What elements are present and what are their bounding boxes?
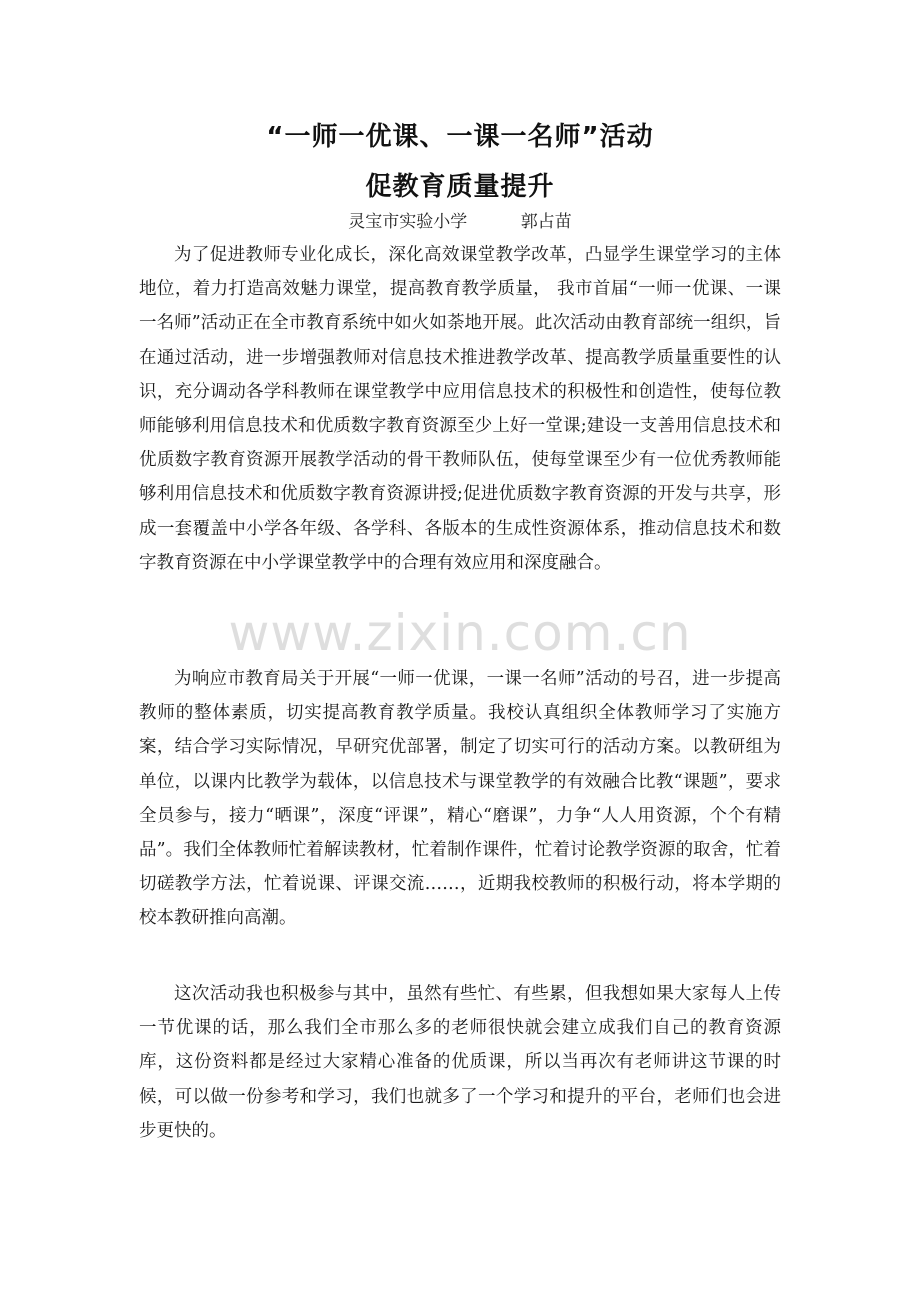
watermark: www.zixin.com.cn: [228, 604, 692, 662]
paragraph-block-3: [139, 977, 781, 1148]
byline: [0, 207, 920, 232]
paragraph: 为了促进教师专业化成长，深化高效课堂教学改革，凸显学生课堂学习的主体地位，着力打造高效魅力课堂，提高教育教学质量， 我市首届“一师一优课、一课一名师”活动正在全市教育系统中如火如荼地开展。此次活动由教育部统一组织，旨在通过活动，进一步增强教师对信息技术推进教学改革、提高教学质量重要性的认识，充分调动各学科教师在课堂教学中应用信息技术的积极性和创造性，使每位教师能够利用信息技术和优质数字教育资源至少上好一堂课;建设一支善用信息技术和优质数字教育资源开展教学活动的骨干教师队伍，使每堂课至少有一位优秀教师能够利用信息技术和优质数字教育资源讲授;促进优质数字教育资源的开发与共享，形成一套覆盖中小学各年级、各学科、各版本的生成性资源体系，推动信息技术和数字教育资源在中小学课堂教学中的合理有效应用和深度融合。: [139, 245, 781, 573]
document-title-line1: “一师一优课、一课一名师”活动: [266, 122, 654, 152]
paragraph-block-2: [139, 662, 781, 936]
paragraph: 为响应市教育局关于开展“一师一优课，一课一名师”活动的号召，进一步提高教师的整体素质，切实提高教育教学质量。我校认真组织全体教师学习了实施方案，结合学习实际情况，早研究优部署，制定了切实可行的活动方案。以教研组为单位，以课内比教学为载体，以信息技术与课堂教学的有效融合比教“课题”，要求全员参与，接力“晒课”，深度“评课”，精心“磨课”，力争“人人用资源，个个有精品”。我们全体教师忙着解读教材，忙着制作课件，忙着讨论教学资源的取舍，忙着切磋教学方法，忙着说课、评课交流……，近期我校教师的积极行动，将本学期的校本教研推向高潮。: [139, 669, 781, 929]
paragraph: 这次活动我也积极参与其中，虽然有些忙、有些累，但我想如果大家每人上传一节优课的话，那么我们全市那么多的老师很快就会建立成我们自己的教育资源库，这份资料都是经过大家精心准备的优质课，所以当再次有老师讲这节课的时候，可以做一份参考和学习，我们也就多了一个学习和提升的平台，老师们也会进步更快的。: [139, 984, 781, 1141]
school-name: 灵宝市实验小学: [348, 212, 468, 232]
document-title-line2: 促教育质量提升: [365, 172, 555, 202]
author-name: 郭占苗: [520, 212, 572, 232]
paragraph-block-1: [139, 238, 781, 580]
